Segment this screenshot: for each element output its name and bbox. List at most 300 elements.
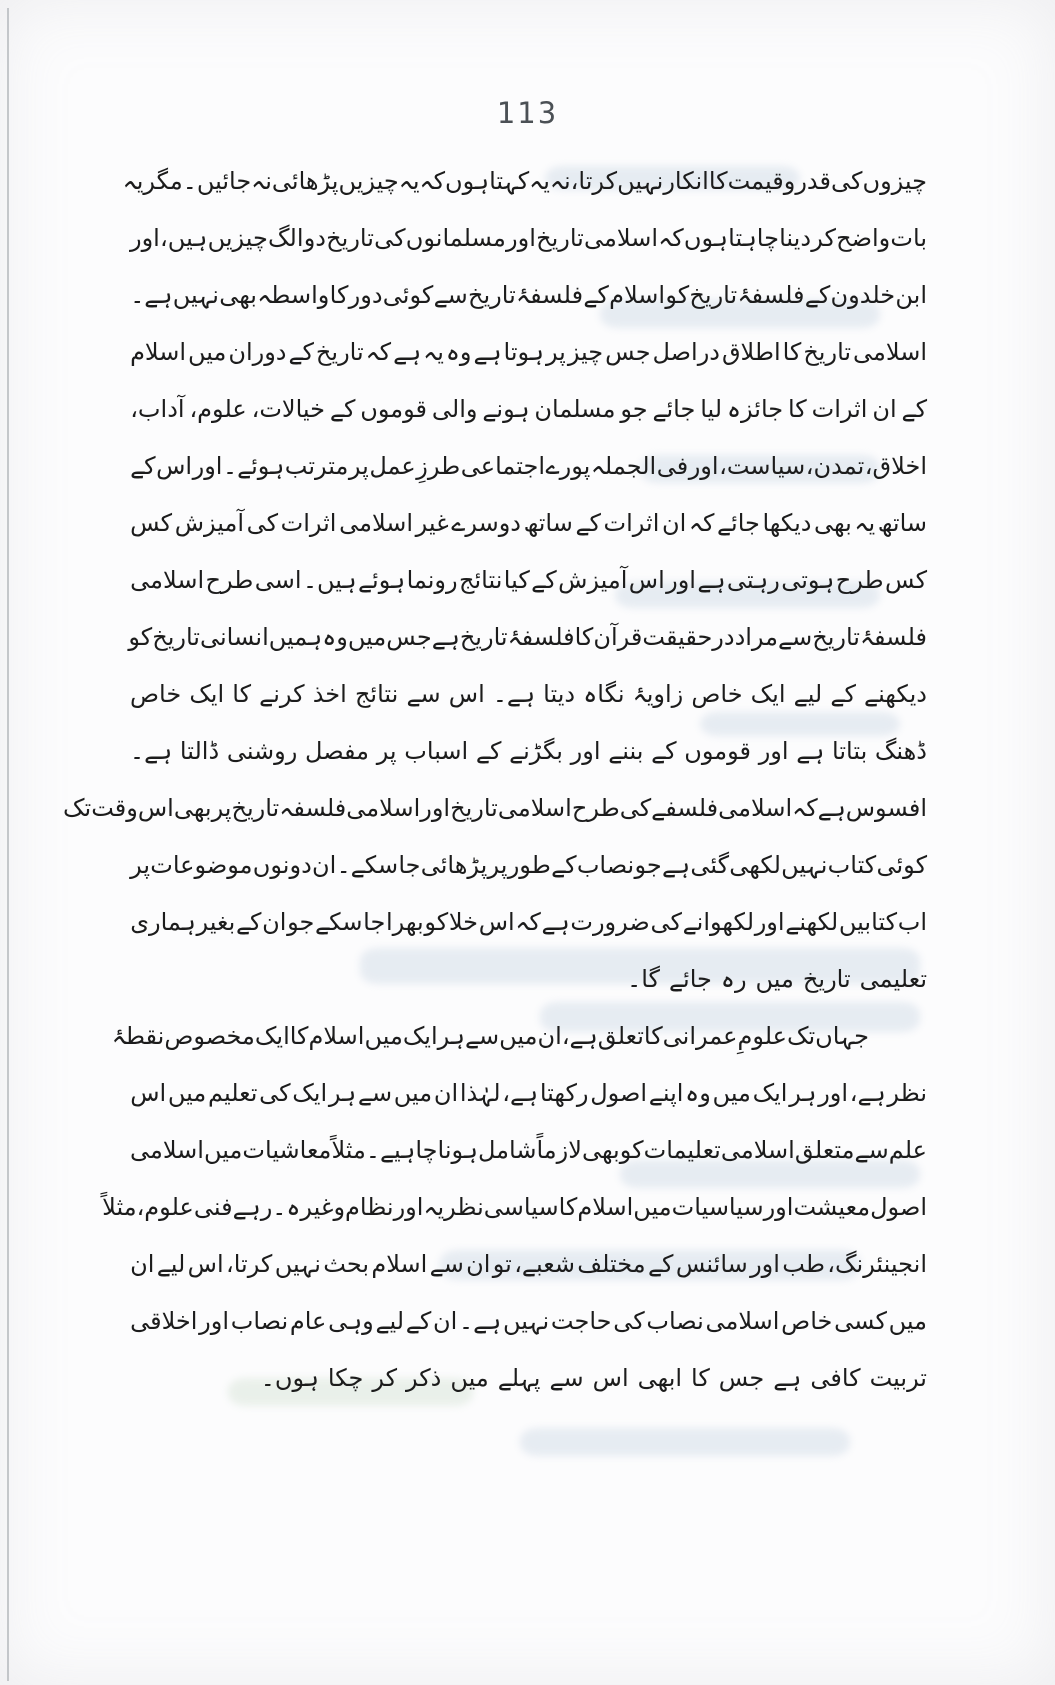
word: چاہیے۔ [365, 1135, 438, 1164]
word: فلسفے [651, 793, 719, 822]
word: مثلاً [102, 1192, 137, 1221]
word: دو [303, 223, 326, 252]
word: پر [130, 850, 151, 879]
word: رونما [406, 565, 458, 594]
word: کے [647, 1249, 674, 1278]
word: نصاب [646, 1306, 704, 1335]
word: نہیں [172, 280, 219, 309]
word: ہیں، [160, 223, 208, 252]
word: میں [204, 1135, 243, 1164]
word: کی [650, 907, 682, 936]
word: الجملہ [590, 451, 657, 480]
word: میں [633, 1192, 672, 1221]
word: ہونا [437, 1135, 478, 1164]
word: چیز [567, 337, 604, 366]
word: کس [884, 565, 927, 594]
word: سائنس [675, 1249, 748, 1278]
word: اسلام [371, 1249, 428, 1278]
text-line [102, 1178, 927, 1235]
text-line [130, 665, 927, 722]
word: سے [549, 1363, 584, 1392]
word: بھی [581, 1135, 620, 1164]
text-line [130, 950, 927, 1007]
word: سیاست، [719, 451, 806, 480]
word: ہے [541, 907, 570, 936]
word: چیزوں [862, 166, 927, 195]
word: لہٰذا [459, 1078, 501, 1107]
word: طب [782, 1249, 825, 1278]
word: قدر [795, 166, 832, 195]
word: اور [688, 451, 719, 480]
word: کی [619, 793, 652, 822]
word: دوران [228, 337, 287, 366]
word: ان [466, 1249, 491, 1278]
word: تعلیم [208, 1078, 258, 1107]
word: تاریخ [450, 793, 498, 822]
word: کو [424, 907, 449, 936]
word: فلسفۂ [859, 622, 927, 651]
word: بھرا [386, 907, 424, 936]
word: فلسفہ [279, 793, 347, 822]
word: شامل [478, 1135, 537, 1164]
word: یہ [398, 166, 420, 195]
text-line [130, 1064, 927, 1121]
word: اب [897, 907, 927, 936]
word: اسلام [130, 337, 187, 366]
text-line [130, 1349, 927, 1406]
word: اسلامی [720, 1135, 795, 1164]
word: کتاب [827, 850, 877, 879]
word: کے [901, 394, 927, 423]
word: ہر [437, 1021, 465, 1050]
word: قیمت [727, 166, 784, 195]
word: ساتھ [877, 508, 927, 537]
word: کے [405, 1306, 432, 1335]
text-line [130, 893, 927, 950]
word: پر [487, 850, 508, 879]
word: لکھوانے [682, 907, 755, 936]
word: اخلاق، [864, 451, 927, 480]
word: انجینئرنگ، [827, 1249, 927, 1278]
word: ہے [697, 565, 726, 594]
word: اور [130, 223, 160, 252]
word: کہتا [489, 166, 530, 195]
word: میں [450, 1363, 489, 1392]
word: معیشت [793, 1192, 871, 1221]
word: اسلام [609, 280, 666, 309]
word: ایک [292, 1078, 328, 1107]
word: روشنی [226, 736, 298, 765]
word: کہ [419, 166, 446, 195]
word: بھی [173, 793, 212, 822]
word: چکا [327, 1363, 364, 1392]
word: دیکھنے [864, 679, 927, 708]
word: خلدون [830, 280, 896, 309]
word: اسلامی [584, 223, 658, 252]
word: مراد [734, 622, 779, 651]
text-block [63, 152, 927, 1406]
word: وہ [685, 1078, 711, 1107]
word: یہ [854, 508, 876, 537]
word: سے [778, 622, 813, 651]
word: مفصل [305, 736, 370, 765]
word: ہے [661, 850, 691, 879]
word: چیزیں [338, 166, 399, 195]
word: یہ [423, 337, 444, 366]
word: ہے، [849, 1078, 886, 1107]
word: تربیت [869, 1363, 927, 1392]
word: فلسفۂ [516, 280, 584, 309]
word: واسطہ [257, 280, 330, 309]
word: بگڑنے [509, 736, 563, 765]
word: نہیں [274, 1249, 321, 1278]
word: ہے [773, 1363, 802, 1392]
word: متعلق [794, 1135, 855, 1164]
word: جو [634, 850, 662, 879]
text-line [111, 1007, 927, 1064]
word: اپنے [648, 1078, 684, 1107]
word: اس [187, 1249, 224, 1278]
word: کے [651, 736, 677, 765]
word: فی [656, 451, 689, 480]
word: اور [199, 1306, 230, 1335]
word: شعبے، [514, 1249, 575, 1278]
word: ان [537, 1021, 562, 1050]
text-line [130, 380, 927, 437]
word: اور [506, 223, 536, 252]
word: جس [386, 622, 432, 651]
word: جس [718, 1363, 765, 1392]
word: چاہتا [728, 223, 779, 252]
word: اس [628, 565, 665, 594]
word: ہے [393, 337, 422, 366]
word: کو [619, 1135, 644, 1164]
word: نتائج [354, 679, 399, 708]
word: ہے۔ [459, 1306, 502, 1335]
word: تاریخ [536, 223, 584, 252]
word: کے [583, 280, 609, 309]
word: ایک [189, 679, 225, 708]
word: ہے [796, 736, 825, 765]
word: تو [492, 1249, 512, 1278]
word: فلسفۂ [737, 280, 805, 309]
word: نظریہ [423, 1192, 484, 1221]
word: ان [312, 850, 337, 879]
word: بھی [814, 508, 852, 537]
word: ابھی [637, 1363, 683, 1392]
word: ہے، [561, 1021, 598, 1050]
word: علومِ [737, 1021, 787, 1050]
word: ہماری [130, 907, 196, 936]
word: سے [854, 1135, 889, 1164]
word: آمیزش [174, 508, 244, 537]
word: سیاسیات [671, 1192, 764, 1221]
word: ہمیں [268, 622, 323, 651]
word: کی [374, 223, 406, 252]
word: میں [347, 622, 387, 651]
word: بحث [323, 1249, 370, 1278]
word: اثرات [280, 508, 337, 537]
word: اسلامی [130, 1135, 204, 1164]
word: ایک [752, 1078, 788, 1107]
word: نتائج [459, 565, 503, 594]
word: کے [551, 850, 577, 879]
word: فنی [193, 1192, 233, 1221]
word: کا [691, 1363, 710, 1392]
text-line [130, 494, 927, 551]
word: کا [329, 280, 349, 309]
word: کہ [515, 907, 541, 936]
word: فلسفۂ [507, 622, 575, 651]
word: رہے [232, 1192, 273, 1221]
word: کر [372, 1363, 397, 1392]
word: پر [211, 793, 232, 822]
word: ہیں۔ [302, 565, 357, 594]
word: کہ [688, 508, 715, 537]
word: نہ [549, 166, 571, 195]
word: علوم، [189, 394, 247, 423]
text-line [130, 551, 927, 608]
word: تک [63, 793, 92, 822]
word: ایک [402, 1021, 438, 1050]
word: ہے۔ [492, 679, 536, 708]
word: پورے [545, 451, 591, 480]
word: سیاسی [483, 1192, 559, 1221]
text-line [130, 608, 927, 665]
word: کی [259, 1078, 291, 1107]
word: اطلاق [721, 337, 781, 366]
word: دوسرے [451, 508, 521, 537]
word: قوموں [360, 394, 428, 423]
word: دینا [779, 223, 812, 252]
word: تاریخ [326, 223, 374, 252]
word: تک [786, 1021, 816, 1050]
word: علم [888, 1135, 927, 1164]
word: لیے [156, 1249, 186, 1278]
word: اسلامی [718, 793, 793, 822]
word: ہوئے۔ [223, 451, 285, 480]
word: میں [888, 1306, 927, 1335]
word: اسلامی [853, 337, 927, 366]
word: اثرات [603, 508, 660, 537]
word: ہر [789, 1078, 817, 1107]
word: سکے [315, 907, 363, 936]
word: تاریخ [152, 622, 200, 651]
word: کے [804, 280, 831, 309]
word: کوئی [382, 280, 434, 309]
word: کا [574, 622, 594, 651]
word: تاریخ [231, 793, 280, 822]
word: نقطۂ [111, 1021, 165, 1050]
word: کے [531, 565, 557, 594]
word: خاص [130, 679, 182, 708]
word: کر [811, 223, 836, 252]
word: قرآن [593, 622, 643, 651]
bleed-through-mark [520, 1428, 850, 1456]
word: کا [782, 337, 802, 366]
word: تاریخ [802, 964, 851, 993]
word: کے [329, 394, 356, 423]
word: کہ [792, 793, 818, 822]
word: کا [232, 679, 252, 708]
word: اس [137, 793, 174, 822]
word: میں [499, 1021, 538, 1050]
word: کے [830, 679, 856, 708]
text-line [130, 437, 927, 494]
word: تعلیمات [643, 1135, 721, 1164]
word: اور [393, 1192, 424, 1221]
word: ہے [817, 793, 846, 822]
word: اور [750, 1249, 780, 1278]
word: ہوں۔ [260, 1363, 319, 1392]
word: کہ [658, 223, 684, 252]
word: یہ [122, 166, 144, 195]
word: طرح [835, 565, 884, 594]
word: نہیں [617, 166, 664, 195]
word: بغیر [196, 907, 236, 936]
word: اسباب [404, 736, 469, 765]
word: ہوئے [357, 565, 406, 594]
word: جس [605, 337, 651, 366]
word: کی [613, 1306, 645, 1335]
word: ڈالتا [179, 736, 220, 765]
scan-edge-line [7, 8, 9, 1681]
word: ان [661, 508, 687, 537]
word: میں [167, 1078, 207, 1107]
word: لیے [793, 679, 823, 708]
word: تعلیمی [859, 964, 927, 993]
word: مترتب [284, 451, 349, 480]
word: سے [357, 1078, 393, 1107]
word: ضرورت [570, 907, 650, 936]
word: خاص [781, 1306, 833, 1335]
word: ہر [328, 1078, 357, 1107]
page-number: 113 [496, 96, 559, 130]
word: لیے [375, 1306, 405, 1335]
word: اسلام [577, 1192, 634, 1221]
word: دور [348, 280, 383, 309]
word: کوئی [876, 850, 927, 879]
word: کو [665, 280, 690, 309]
word: ابن [895, 280, 927, 309]
word: میں [393, 1078, 433, 1107]
word: ایک [750, 679, 786, 708]
word: وہ [445, 337, 472, 366]
word: وہی [328, 1306, 374, 1335]
word: وغیرہ۔ [272, 1192, 346, 1221]
word: مختلف [577, 1249, 646, 1278]
word: خیالات، [251, 394, 326, 423]
word: کا [643, 1021, 663, 1050]
word: ان [262, 907, 287, 936]
word: تاریخ [689, 280, 738, 309]
word: وقت [91, 793, 138, 822]
text-line [130, 323, 927, 380]
word: دراصل [652, 337, 720, 366]
word: ان [433, 1306, 458, 1335]
word: نہیں [781, 850, 828, 879]
word: اسلامی [339, 508, 414, 537]
word: کہ [365, 337, 392, 366]
word: کا [708, 166, 728, 195]
word: واضح [836, 223, 891, 252]
word: میں [712, 1078, 751, 1107]
word: ہوں [683, 223, 728, 252]
word: اور [192, 451, 223, 480]
word: پڑھائی [271, 166, 339, 195]
word: کا [787, 394, 807, 423]
word: کرتا، [570, 166, 618, 195]
word: ان [433, 1078, 459, 1107]
text-line [130, 266, 927, 323]
word: انسانی [200, 622, 269, 651]
word: اصول [590, 1078, 648, 1107]
word: سکے۔ [336, 850, 399, 879]
text-line [130, 1235, 927, 1292]
word: جائے [716, 508, 760, 537]
word: کے [575, 508, 601, 537]
word: جا [363, 907, 386, 936]
word: اور [420, 793, 451, 822]
word: اسلام [308, 1021, 365, 1050]
word: گا۔ [627, 964, 660, 993]
word: تمدن، [805, 451, 865, 480]
word: مسلمانوں [405, 223, 506, 252]
text-line [130, 836, 927, 893]
word: لازماً [536, 1135, 582, 1164]
word: اخلاقی [130, 1306, 198, 1335]
word: ڈھنگ [874, 736, 927, 765]
word: اجتماعی [460, 451, 546, 480]
word: جائے [652, 394, 696, 423]
word: کتابیں [838, 907, 898, 936]
word: اور [666, 565, 696, 594]
word: عام [289, 1306, 327, 1335]
word: پہلے [497, 1363, 541, 1392]
word: ہے [431, 622, 460, 651]
word: میں [364, 1021, 403, 1050]
word: اس [478, 907, 515, 936]
word: خلا [448, 907, 479, 936]
word: کس [130, 508, 173, 537]
word: تاریخ [315, 337, 364, 366]
word: نصاب [576, 850, 635, 879]
word: اس [156, 451, 193, 480]
text-line [122, 152, 927, 209]
word: ہے، [502, 1078, 539, 1107]
word: عمرانی [662, 1021, 738, 1050]
word: سے [464, 1021, 500, 1050]
word: اخذ [312, 679, 347, 708]
word: آمیزش [558, 565, 628, 594]
word: سے [429, 1249, 464, 1278]
word: کرتا، [225, 1249, 273, 1278]
word: ہے۔ [130, 736, 173, 765]
word: جائے [668, 964, 712, 993]
word: زاویۂ [632, 679, 684, 708]
word: بتاتا [832, 736, 868, 765]
word: مگر [143, 166, 183, 195]
word: اسلامی [497, 793, 572, 822]
word: ان [872, 394, 897, 423]
word: اثرات [811, 394, 868, 423]
word: لیا [700, 394, 723, 423]
word: ہوتا [503, 337, 544, 366]
word: ان [130, 1249, 155, 1278]
word: طرح [205, 565, 254, 594]
word: وہ [322, 622, 348, 651]
word: قوموں [684, 736, 752, 765]
